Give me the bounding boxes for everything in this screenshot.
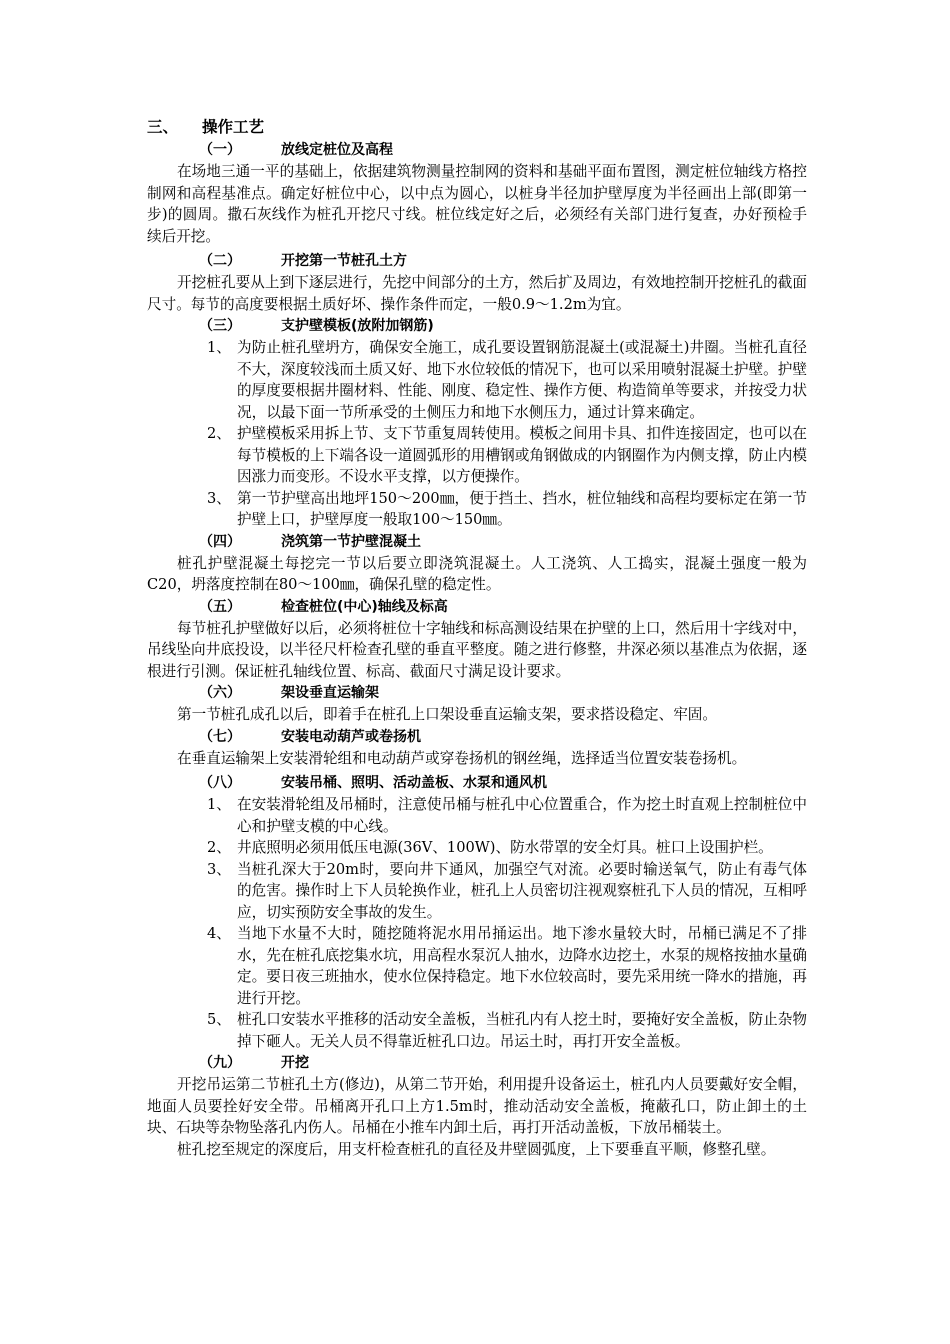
subsection-heading bbox=[147, 139, 807, 161]
subsection-title: 支护壁模板(放附加钢筋) bbox=[281, 318, 434, 334]
subsection-title: 开挖 bbox=[281, 1055, 309, 1071]
subsection-number: （六） bbox=[199, 685, 241, 701]
list-item-text: 桩孔口安装水平推移的活动安全盖板，当桩孔内有人挖土时，要掩好安全盖板，防止杂物掉下砸人。无关人员不得靠近桩孔口边。吊运土时，再打开安全盖板。 bbox=[237, 1011, 807, 1050]
paragraph: 桩孔挖至规定的深度后，用支杆检查桩孔的直径及井壁圆弧度，上下要垂直平顺，修整孔壁。 bbox=[177, 1140, 776, 1158]
subsection-heading bbox=[147, 315, 807, 337]
subsection-number: （七） bbox=[199, 728, 241, 745]
subsection-title: 浇筑第一节护壁混凝土 bbox=[281, 533, 421, 550]
list-item-text: 为防止桩孔壁坍方，确保安全施工，成孔要设置钢筋混凝土(或混凝土)井圈。当桩孔直径不大，深度较浅而土质又好、地下水位较低的情况下，也可以采用喷射混凝土护壁。护壁的厚度要根据井圈材料、性能、刚度、稳定性、操作方便、构造简单等要求，并按受力状况，以最下面一节所承受的土侧压力和地下水侧压力，通过计算来确定。 bbox=[237, 339, 807, 421]
subsection-number: （九） bbox=[199, 1055, 241, 1071]
paragraph: 开挖吊运第二节桩孔土方(修边)，从第二节开始，利用提升设备运土，桩孔内人员要戴好安全帽，地面人员要拴好安全带。吊桶离开孔口上方1.5m时，推动活动安全盖板，掩蔽孔口，防止卸土的土块、石块等杂物坠落孔内伤人。吊桶在小推车内卸土后，再打开活动盖板，下放吊桶装土。 bbox=[147, 1076, 807, 1136]
list-item bbox=[147, 488, 807, 531]
subsection-number: （八） bbox=[199, 775, 241, 791]
list-item-text: 当地下水量不大时，随挖随将泥水用吊捅运出。地下渗水量较大时，吊桶已满足不了排水，先在桩孔底挖集水坑，用高程水泵沉人抽水，边降水边挖土，水泵的规格按抽水量确定。要日夜三班抽水，使水位保持稳定。地下水位较高时，要先采用统一降水的措施，再进行开挖。 bbox=[237, 925, 807, 1007]
list-item-text: 护壁模板采用拆上节、支下节重复周转使用。模板之间用卡具、扣件连接固定，也可以在每节模板的上下端各设一道圆弧形的用槽钢或角钢做成的内钢圈作为内侧支撑，防止内模因涨力而变形。不设水平支撑，以方便操作。 bbox=[237, 425, 807, 485]
list-item-number: 3、 bbox=[207, 860, 231, 878]
paragraph: 开挖桩孔要从上到下逐层进行，先挖中间部分的土方，然后扩及周边，有效地控制开挖桩孔的截面尺寸。每节的高度要根据土质好坏、操作条件而定，一般0.9～1.2m为宜。 bbox=[147, 274, 807, 313]
paragraph: 在场地三通一平的基础上，依据建筑物测量控制网的资料和基础平面布置图，测定桩位轴线方格控制网和高程基准点。确定好桩位中心，以中点为圆心，以桩身半径加护壁厚度为半径画出上部(即第一步)的圆周。撒石灰线作为桩孔开挖尺寸线。桩位线定好之后，必须经有关部门进行复查，办好预检手续后开挖。 bbox=[147, 163, 807, 245]
subsection-number: （二） bbox=[199, 253, 241, 269]
subsection-heading bbox=[147, 682, 807, 704]
section-number: 三、 bbox=[147, 118, 179, 136]
list-item-text: 在安装滑轮组及吊桶时，注意使吊桶与桩孔中心位置重合，作为挖土时直观上控制桩位中心和护壁支模的中心线。 bbox=[237, 796, 807, 835]
subsection-title: 放线定桩位及高程 bbox=[281, 142, 393, 158]
list-item-text: 第一节护壁高出地坪150～200㎜，便于挡土、挡水，桩位轴线和高程均要标定在第一节护壁上口，护壁厚度一般取100～150㎜。 bbox=[237, 489, 807, 528]
document-content bbox=[147, 115, 807, 1160]
list-item-text: 当桩孔深大于20m时，要向井下通风，加强空气对流。必要时输送氧气，防止有毒气体的危害。操作时上下人员轮换作业，桩孔上人员密切注视观察桩孔下人员的情况，互相呼应，切实预防安全事故的发生。 bbox=[237, 860, 807, 921]
list-item-number: 2、 bbox=[207, 839, 231, 856]
list-item-number: 5、 bbox=[207, 1011, 231, 1028]
subsection-heading bbox=[147, 1052, 807, 1074]
list-item-text: 井底照明必须用低压电源(36Ⅴ、100W)、防水带罩的安全灯具。桩口上设围护栏。 bbox=[237, 839, 773, 856]
list-item-number: 1、 bbox=[207, 796, 231, 813]
list-item-number: 1、 bbox=[207, 339, 231, 356]
subsection-number: （五） bbox=[199, 598, 241, 615]
list-item bbox=[147, 794, 807, 837]
subsection-heading bbox=[147, 596, 807, 618]
paragraph: 每节桩孔护壁做好以后，必须将桩位十字轴线和标高测设结果在护壁的上口，然后用十字线对中，吊线坠向井底投设，以半径尺杆检查孔壁的垂直平整度。随之进行修整，井深必须以基准点为依据，逐根进行引测。保证桩孔轴线位置、标高、截面尺寸满足设计要求。 bbox=[147, 619, 807, 680]
subsection-number: （四） bbox=[199, 533, 241, 550]
subsection-number: （一） bbox=[199, 142, 241, 158]
list-item bbox=[147, 837, 807, 859]
list-item bbox=[147, 337, 807, 423]
section-heading bbox=[147, 115, 807, 139]
subsection-number: （三） bbox=[199, 318, 241, 334]
list-item bbox=[147, 859, 807, 924]
paragraph: 桩孔护壁混凝土每挖完一节以后要立即浇筑混凝土。人工浇筑、人工捣实，混凝土强度一般为C20，坍落度控制在80～100㎜，确保孔壁的稳定性。 bbox=[147, 554, 807, 593]
list-item-number: 2、 bbox=[207, 425, 231, 442]
section-title: 操作工艺 bbox=[202, 118, 265, 136]
list-item bbox=[147, 1009, 807, 1052]
subsection-title: 开挖第一节桩孔土方 bbox=[281, 253, 407, 269]
paragraph: 第一节桩孔成孔以后，即着手在桩孔上口架设垂直运输支架，要求搭设稳定、牢固。 bbox=[177, 706, 717, 723]
list-item bbox=[147, 423, 807, 488]
subsection-heading bbox=[147, 772, 807, 794]
subsection-title: 安装电动葫芦或卷扬机 bbox=[281, 728, 421, 745]
subsection-heading bbox=[147, 250, 807, 272]
subsection-heading bbox=[147, 726, 807, 748]
list-item bbox=[147, 923, 807, 1009]
paragraph: 在垂直运输架上安装滑轮组和电动葫芦或穿卷扬机的钢丝绳，选择适当位置安装卷扬机。 bbox=[177, 749, 747, 767]
subsection-title: 架设垂直运输架 bbox=[281, 685, 379, 701]
subsection-heading bbox=[147, 531, 807, 553]
subsection-title: 检查桩位(中心)轴线及标高 bbox=[281, 598, 448, 615]
list-item-number: 4、 bbox=[207, 925, 231, 942]
subsection-title: 安装吊桶、照明、活动盖板、水泵和通风机 bbox=[281, 775, 547, 791]
list-item-number: 3、 bbox=[207, 489, 231, 507]
